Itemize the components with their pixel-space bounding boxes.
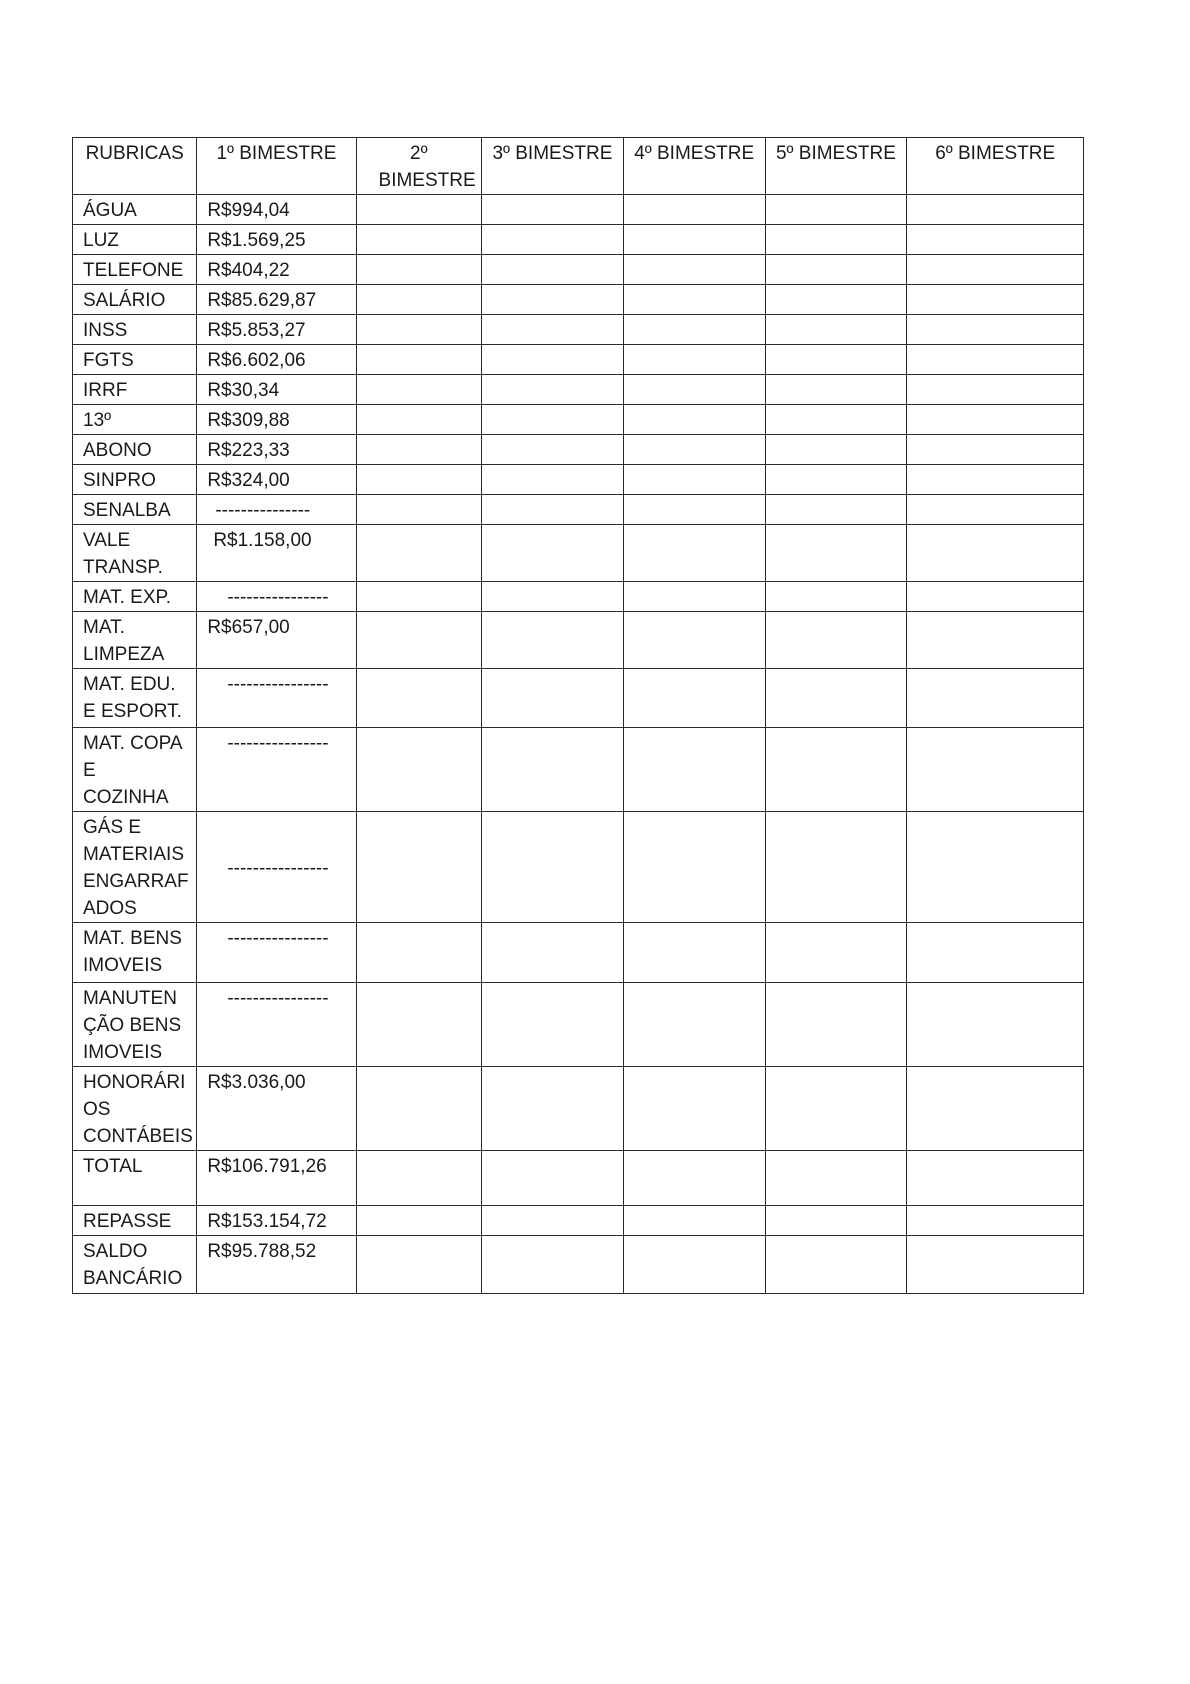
bimestre-4-cell [623,435,765,465]
bimestre-5-cell [765,1151,907,1206]
bimestre-6-cell [907,315,1084,345]
rubrica-cell: MAT. BENS IMOVEIS [73,923,197,983]
bimestre-2-cell [356,315,482,345]
bimestre-6-cell [907,983,1084,1067]
bimestre-2-cell [356,405,482,435]
rubricas-table [72,137,1084,1294]
bimestre-1-cell: R$404,22 [197,255,356,285]
table-row [73,923,1084,983]
table-row [73,1236,1084,1294]
rubrica-cell: ÁGUA [73,195,197,225]
bimestre-1-cell: ---------------- [197,983,356,1067]
bimestre-3-cell [482,1206,624,1236]
bimestre-3-cell [482,525,624,582]
bimestre-5-cell [765,405,907,435]
bimestre-1-cell: R$106.791,26 [197,1151,356,1206]
bimestre-3-cell [482,669,624,728]
bimestre-4-cell [623,225,765,255]
table-row [73,375,1084,405]
header-row [73,138,1084,195]
table-row [73,728,1084,812]
bimestre-6-cell [907,195,1084,225]
table-row [73,465,1084,495]
table-row [73,285,1084,315]
table-row [73,669,1084,728]
bimestre-4-cell [623,582,765,612]
bimestre-1-cell: R$3.036,00 [197,1067,356,1151]
table-row [73,812,1084,923]
table-row [73,1206,1084,1236]
bimestre-1-cell: R$223,33 [197,435,356,465]
bimestre-1-cell: R$1.158,00 [197,525,356,582]
bimestre-4-cell [623,1236,765,1294]
bimestre-3-cell [482,582,624,612]
rubrica-cell: GÁS E MATERIAIS ENGARRAF ADOS [73,812,197,923]
bimestre-1-cell: R$1.569,25 [197,225,356,255]
bimestre-6-cell [907,612,1084,669]
bimestre-1-cell: R$30,34 [197,375,356,405]
bimestre-2-cell [356,983,482,1067]
bimestre-5-cell [765,495,907,525]
bimestre-5-cell [765,812,907,923]
bimestre-4-cell [623,345,765,375]
bimestre-3-cell [482,728,624,812]
bimestre-3-cell [482,405,624,435]
bimestre-5-cell [765,728,907,812]
bimestre-4-cell [623,315,765,345]
rubrica-cell: MAT. EXP. [73,582,197,612]
bimestre-2-cell [356,669,482,728]
bimestre-5-cell [765,255,907,285]
table-row [73,435,1084,465]
bimestre-6-cell [907,1151,1084,1206]
rubrica-cell: SALÁRIO [73,285,197,315]
header-bimestre-4: 4º BIMESTRE [623,138,765,195]
bimestre-2-cell [356,465,482,495]
bimestre-4-cell [623,669,765,728]
bimestre-2-cell [356,255,482,285]
bimestre-3-cell [482,195,624,225]
bimestre-6-cell [907,285,1084,315]
rubrica-cell: 13º [73,405,197,435]
rubrica-cell: SALDO BANCÁRIO [73,1236,197,1294]
rubrica-cell: HONORÁRI OS CONTÁBEIS [73,1067,197,1151]
bimestre-3-cell [482,285,624,315]
rubrica-cell: INSS [73,315,197,345]
rubrica-cell: TOTAL [73,1151,197,1206]
bimestre-1-cell: ---------------- [197,728,356,812]
rubrica-cell: ABONO [73,435,197,465]
bimestre-1-cell: R$657,00 [197,612,356,669]
bimestre-2-cell [356,1236,482,1294]
bimestre-2-cell [356,285,482,315]
table-row [73,225,1084,255]
bimestre-1-cell: R$95.788,52 [197,1236,356,1294]
rubrica-cell: MAT. COPA E COZINHA [73,728,197,812]
table-row [73,983,1084,1067]
bimestre-3-cell [482,1151,624,1206]
header-bimestre-6: 6º BIMESTRE [907,138,1084,195]
bimestre-5-cell [765,285,907,315]
header-bimestre-5: 5º BIMESTRE [765,138,907,195]
bimestre-2-cell [356,345,482,375]
bimestre-6-cell [907,812,1084,923]
table-row [73,195,1084,225]
bimestre-4-cell [623,983,765,1067]
bimestre-2-cell [356,375,482,405]
bimestre-1-cell: R$5.853,27 [197,315,356,345]
bimestre-6-cell [907,375,1084,405]
bimestre-1-cell: R$324,00 [197,465,356,495]
bimestre-6-cell [907,525,1084,582]
table-row [73,255,1084,285]
rubrica-cell: REPASSE [73,1206,197,1236]
bimestre-5-cell [765,612,907,669]
bimestre-1-cell: --------------- [197,495,356,525]
bimestre-6-cell [907,495,1084,525]
bimestre-4-cell [623,812,765,923]
bimestre-6-cell [907,1067,1084,1151]
bimestre-3-cell [482,375,624,405]
bimestre-3-cell [482,465,624,495]
bimestre-5-cell [765,582,907,612]
rubrica-cell: SINPRO [73,465,197,495]
bimestre-5-cell [765,345,907,375]
bimestre-6-cell [907,1206,1084,1236]
rubrica-cell: IRRF [73,375,197,405]
bimestre-5-cell [765,435,907,465]
bimestre-2-cell [356,495,482,525]
table-row [73,525,1084,582]
bimestre-3-cell [482,1236,624,1294]
bimestre-4-cell [623,255,765,285]
bimestre-1-cell: R$85.629,87 [197,285,356,315]
header-bimestre-1: 1º BIMESTRE [197,138,356,195]
bimestre-1-cell: R$309,88 [197,405,356,435]
bimestre-5-cell [765,525,907,582]
bimestre-3-cell [482,225,624,255]
bimestre-1-cell: ---------------- [197,812,356,923]
bimestre-6-cell [907,582,1084,612]
bimestre-3-cell [482,812,624,923]
bimestre-6-cell [907,923,1084,983]
bimestre-5-cell [765,225,907,255]
bimestre-4-cell [623,1151,765,1206]
bimestre-5-cell [765,923,907,983]
bimestre-6-cell [907,345,1084,375]
bimestre-4-cell [623,495,765,525]
bimestre-2-cell [356,1206,482,1236]
rubrica-cell: SENALBA [73,495,197,525]
bimestre-4-cell [623,195,765,225]
bimestre-3-cell [482,612,624,669]
bimestre-5-cell [765,1236,907,1294]
rubrica-cell: TELEFONE [73,255,197,285]
bimestre-2-cell [356,582,482,612]
header-bimestre-3: 3º BIMESTRE [482,138,624,195]
table-row [73,1067,1084,1151]
bimestre-6-cell [907,465,1084,495]
bimestre-6-cell [907,405,1084,435]
bimestre-3-cell [482,495,624,525]
bimestre-5-cell [765,315,907,345]
rubrica-cell: MAT. EDU. E ESPORT. [73,669,197,728]
table-row [73,345,1084,375]
bimestre-2-cell [356,1067,482,1151]
bimestre-2-cell [356,525,482,582]
table-row [73,612,1084,669]
bimestre-5-cell [765,375,907,405]
bimestre-4-cell [623,1206,765,1236]
bimestre-6-cell [907,435,1084,465]
bimestre-6-cell [907,225,1084,255]
bimestre-1-cell: ---------------- [197,923,356,983]
bimestre-1-cell: R$153.154,72 [197,1206,356,1236]
bimestre-2-cell [356,923,482,983]
bimestre-4-cell [623,923,765,983]
rubrica-cell: MANUTEN ÇÃO BENS IMOVEIS [73,983,197,1067]
bimestre-5-cell [765,1067,907,1151]
rubrica-cell: MAT. LIMPEZA [73,612,197,669]
bimestre-3-cell [482,315,624,345]
bimestre-2-cell [356,225,482,255]
bimestre-2-cell [356,195,482,225]
bimestre-3-cell [482,983,624,1067]
bimestre-1-cell: ---------------- [197,582,356,612]
bimestre-3-cell [482,1067,624,1151]
bimestre-5-cell [765,983,907,1067]
table-row [73,1151,1084,1206]
bimestre-5-cell [765,669,907,728]
table-row [73,405,1084,435]
bimestre-4-cell [623,728,765,812]
bimestre-4-cell [623,285,765,315]
bimestre-4-cell [623,405,765,435]
bimestre-6-cell [907,255,1084,285]
bimestre-5-cell [765,195,907,225]
rubrica-cell: FGTS [73,345,197,375]
bimestre-3-cell [482,255,624,285]
bimestre-1-cell: R$6.602,06 [197,345,356,375]
bimestre-4-cell [623,375,765,405]
bimestre-2-cell [356,728,482,812]
table-row [73,582,1084,612]
bimestre-6-cell [907,728,1084,812]
bimestre-4-cell [623,525,765,582]
bimestre-2-cell [356,435,482,465]
bimestre-2-cell [356,812,482,923]
rubrica-cell: LUZ [73,225,197,255]
table-row [73,315,1084,345]
bimestre-3-cell [482,435,624,465]
bimestre-4-cell [623,1067,765,1151]
bimestre-6-cell [907,1236,1084,1294]
header-rubricas: RUBRICAS [73,138,197,195]
bimestre-5-cell [765,465,907,495]
header-bimestre-2: 2º BIMESTRE [356,138,482,195]
bimestre-4-cell [623,465,765,495]
bimestre-6-cell [907,669,1084,728]
bimestre-1-cell: ---------------- [197,669,356,728]
table-row [73,495,1084,525]
bimestre-2-cell [356,1151,482,1206]
rubrica-cell: VALE TRANSP. [73,525,197,582]
bimestre-5-cell [765,1206,907,1236]
bimestre-4-cell [623,612,765,669]
bimestre-2-cell [356,612,482,669]
bimestre-1-cell: R$994,04 [197,195,356,225]
bimestre-3-cell [482,345,624,375]
bimestre-3-cell [482,923,624,983]
